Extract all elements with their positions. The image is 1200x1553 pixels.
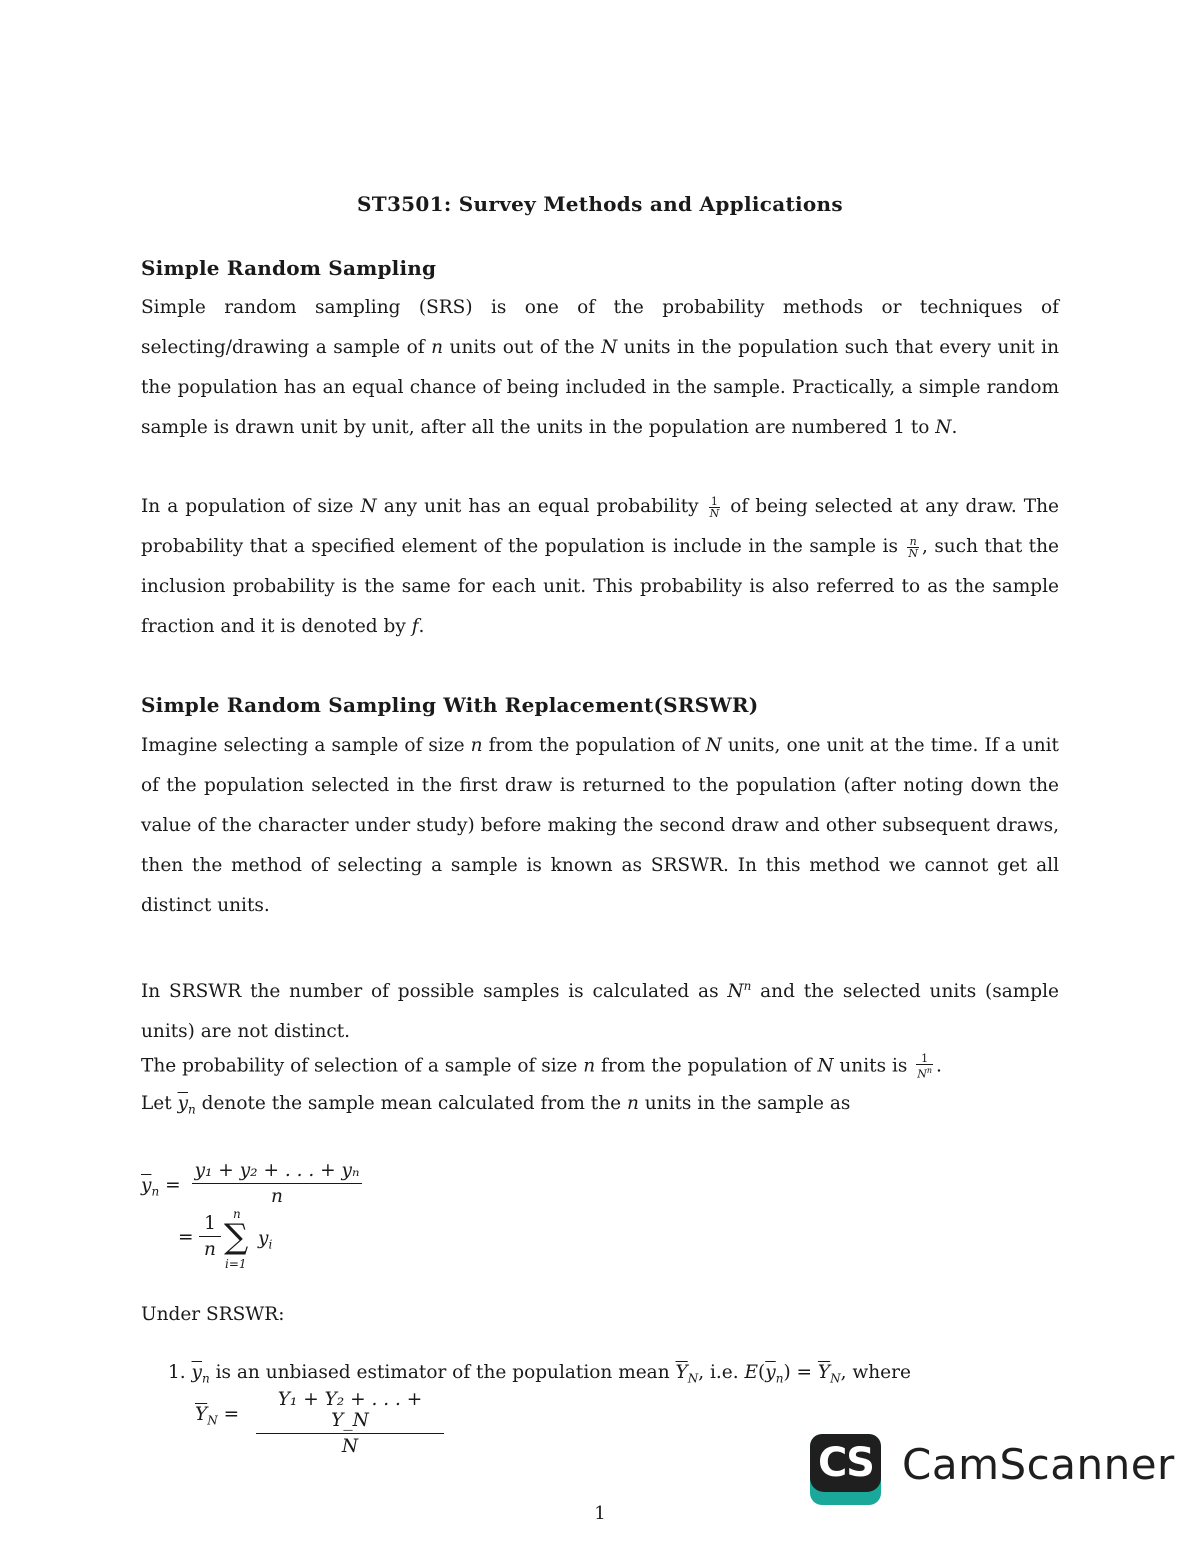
section-heading-srs: Simple Random Sampling xyxy=(141,256,437,280)
equation-fraction-sum: y₁ + y₂ + . . . + yₙ n xyxy=(192,1160,362,1207)
fraction-one-over-N-power-n: $\frac{1}{N^n}$ xyxy=(917,1052,933,1081)
line-sample-probability: The probability of selection of a sample of size n from the population of N units is $\frac{1}{N^n}$ . xyxy=(141,1052,942,1081)
camscanner-logo xyxy=(810,1434,881,1505)
camscanner-logo-text: CS xyxy=(810,1434,881,1492)
section-heading-srswr: Simple Random Sampling With Replacement(SRSWR) xyxy=(141,693,759,717)
population-mean-lhs: $\overline{Y}_N$ = xyxy=(195,1404,240,1428)
population-mean-fraction: Y₁ + Y₂ + . . . + Y_N N xyxy=(256,1389,444,1457)
sum-term: $y_i$ xyxy=(258,1228,273,1252)
camscanner-brand: CamScanner xyxy=(902,1440,1175,1489)
page-number: 1 xyxy=(594,1503,606,1524)
sum-lower-limit: i=1 xyxy=(225,1257,247,1271)
list-item-unbiased: 1. $\overline{y}_n$ is an unbiased estimator of the population mean $\overline{Y}_N$, i.e. $E(\overline{y}_n) = \overline{Y}_N$, where xyxy=(168,1362,911,1386)
line-sample-mean-intro: Let $\overline{y}_n$ denote the sample mean calculated from the n units in the sample as xyxy=(141,1093,851,1117)
paragraph-srswr-samples: In SRSWR the number of possible samples is calculated as $N^n$ and the selected units (sample units) are not distinct. xyxy=(141,979,1060,1043)
paragraph-srs-definition: Simple random sampling (SRS) is one of the probability methods or techniques of selecting/drawing a sample of n units out of the N units in the population such that every unit in the population has an equal chance of being included in the sample. Practically, a simple random sample is drawn unit by unit, after all the units in the population are numbered 1 to N. xyxy=(141,297,1059,438)
under-srswr-label: Under SRSWR: xyxy=(141,1304,285,1325)
paragraph-srswr-definition: Imagine selecting a sample of size n from the population of N units, one unit at the time. If a unit of the population selected in the first draw is returned to the population (after noting down the value of the character under study) before making the second draw and other subsequent draws, then the method of selecting a sample is known as SRSWR. In this method we cannot get all distinct units. xyxy=(141,735,1059,916)
equation-lhs: $\overline{y}_n$ = xyxy=(141,1175,181,1199)
document-title: ST3501: Survey Methods and Applications xyxy=(357,192,843,216)
sum-upper-limit: n xyxy=(233,1207,241,1221)
fraction-one-over-N: $\frac{1}{N}$ xyxy=(709,494,720,520)
fraction-n-over-N: $\frac{n}{N}$ xyxy=(908,534,918,560)
sum-symbol: ∑ xyxy=(224,1217,249,1257)
paragraph-srs-probability: In a population of size N any unit has an equal probability $\frac{1}{N}$ of being selected at any draw. The probability that a specified element of the population is include in the sample is $\frac{n}{N}$ , such that the inclusion probability is the same for each unit. This probability is also referred to as the sample fraction and it is denoted by f. xyxy=(141,494,1059,637)
equation-eq2: = xyxy=(178,1227,194,1248)
equation-coefficient: 1 n xyxy=(199,1213,221,1260)
